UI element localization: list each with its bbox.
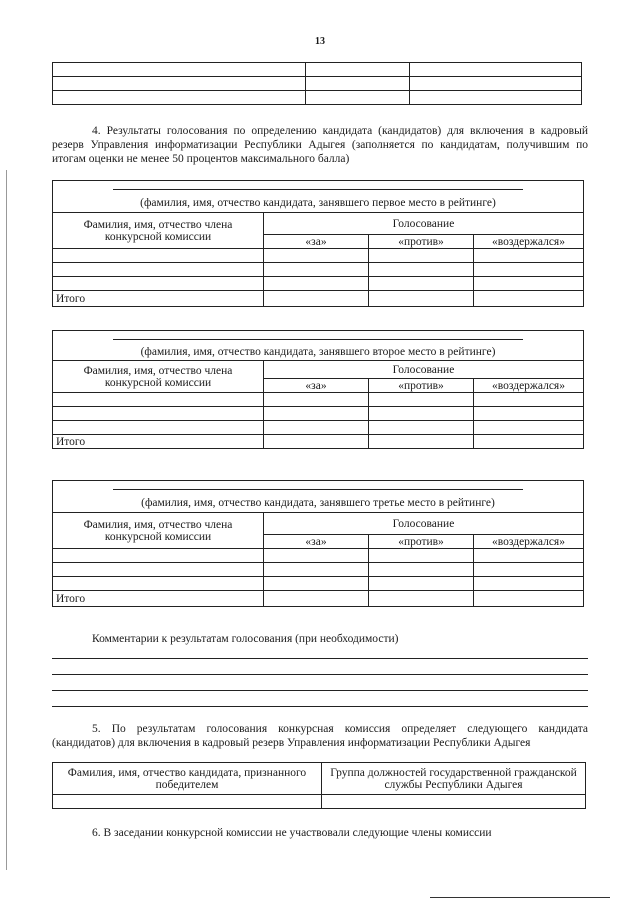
candidate-title-cell (53, 481, 584, 513)
comment-line (52, 706, 588, 707)
total-label: Итого (53, 291, 264, 307)
against-header: «против» (369, 235, 474, 249)
page-number: 13 (315, 36, 325, 47)
comments-label: Комментарии к результатам голосования (при необходимости) (92, 633, 399, 645)
winner-table (52, 762, 586, 809)
comment-line (52, 658, 588, 659)
vote-table-second (52, 330, 584, 449)
member-header: Фамилия, имя, отчество члена конкурсной комиссии (53, 513, 264, 549)
candidate-caption: (фамилия, имя, отчество кандидата, занявшего первое место в рейтинге) (140, 196, 496, 209)
candidate-caption: (фамилия, имя, отчество кандидата, занявшего второе место в рейтинге) (140, 345, 496, 358)
section-4-text: 4. Результаты голосования по определению кандидата (кандидатов) для включения в кадровый резерв Управления информатизации Республики Адыгея (заполняется по кандидатам, получившим по итогам оценки не менее 50 процентов максимального балла) (52, 125, 588, 165)
candidate-title-cell (53, 331, 584, 361)
section-6-text: 6. В заседании конкурсной комиссии не участвовали следующие члены комиссии (92, 827, 492, 839)
candidate-caption: (фамилия, имя, отчество кандидата, занявшего третье место в рейтинге) (141, 496, 495, 509)
total-label: Итого (53, 435, 264, 449)
winner-name-header: Фамилия, имя, отчество кандидата, признанного победителем (53, 763, 322, 795)
footer-rule (430, 897, 610, 898)
for-header: «за» (264, 235, 369, 249)
comment-line (52, 674, 588, 675)
vote-table-first (52, 180, 584, 307)
member-header: Фамилия, имя, отчество члена конкурсной комиссии (53, 361, 264, 393)
for-header: «за» (264, 379, 369, 393)
total-label: Итого (53, 591, 264, 607)
abstain-header: «воздержался» (474, 235, 584, 249)
against-header: «против» (369, 535, 474, 549)
voting-header: Голосование (264, 513, 584, 535)
voting-header: Голосование (264, 361, 584, 379)
voting-header: Голосование (264, 213, 584, 235)
against-header: «против» (369, 379, 474, 393)
abstain-header: «воздержался» (474, 535, 584, 549)
continued-table (52, 62, 582, 105)
candidate-title-cell (53, 181, 584, 213)
position-group-header: Группа должностей государственной гражданской службы Республики Адыгея (322, 763, 586, 795)
abstain-header: «воздержался» (474, 379, 584, 393)
section-5-text: 5. По результатам голосования конкурсная комиссия определяет следующего кандидата (кандидатов) для включения в кадровый резерв Управления информатизации Республики Адыгея (52, 723, 588, 749)
for-header: «за» (264, 535, 369, 549)
vote-table-third (52, 480, 584, 607)
comment-line (52, 690, 588, 691)
member-header: Фамилия, имя, отчество члена конкурсной комиссии (53, 213, 264, 249)
margin-line (6, 170, 7, 870)
